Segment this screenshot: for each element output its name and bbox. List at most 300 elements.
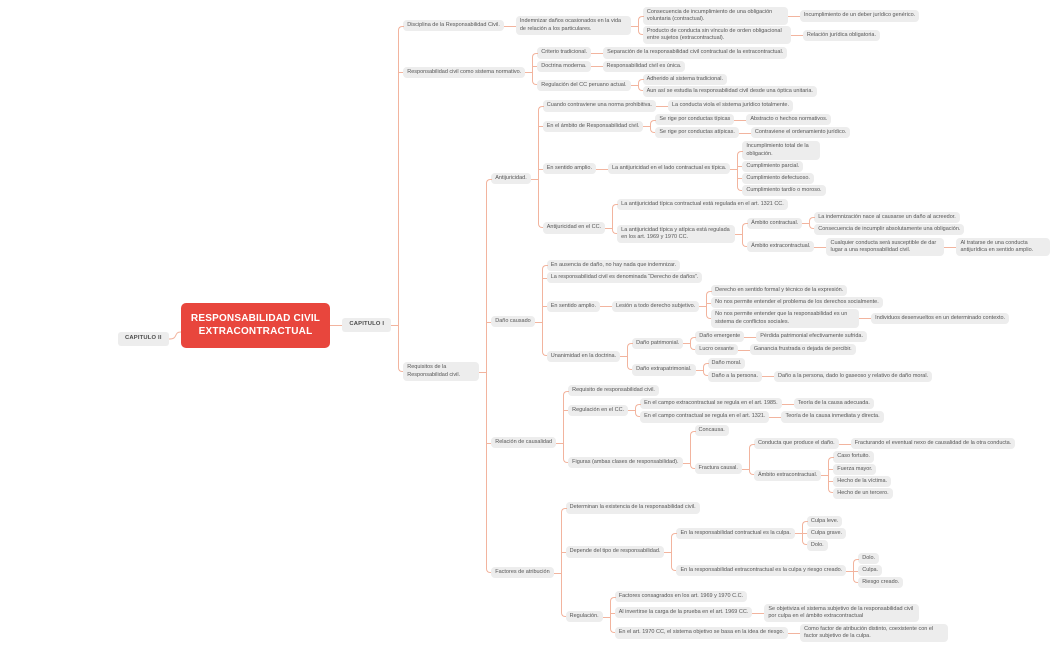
mindmap-node[interactable]: Conducta que produce el daño. — [754, 438, 839, 449]
mindmap-node[interactable]: Se objetiviza el sistema subjetivo de la responsabilidad civil por culpa en el ámbito extracontractual — [764, 604, 919, 622]
branch — [395, 99, 1050, 644]
branch-group — [948, 237, 1050, 256]
branch — [734, 161, 825, 172]
branch-group — [825, 451, 892, 500]
mindmap-subtree — [676, 553, 903, 589]
branch-group — [604, 284, 1009, 329]
mindmap-node[interactable]: Figuras (ambas clases de responsabilidad). — [568, 457, 682, 468]
mindmap-node[interactable]: Individuos desenvueltos en un determinado contexto. — [871, 313, 1009, 324]
branch-group — [742, 344, 856, 356]
mindmap-node[interactable]: Al invertirse la carga de la prueba en el art. 1969 CC. — [615, 607, 753, 618]
mindmap-node[interactable]: Aun así se estudia la responsabilidad civil desde una óptica unitaria. — [643, 86, 817, 97]
mindmap-subtree — [711, 285, 847, 296]
mindmap-subtree — [568, 397, 884, 423]
mindmap-node[interactable]: Culpa grave. — [807, 528, 846, 539]
mindmap-node[interactable]: No nos permite entender que la responsabilidad es un sistema de conflictos sociales. — [711, 309, 859, 327]
branch — [687, 437, 1016, 500]
branch — [647, 127, 850, 139]
mindmap-node[interactable]: En la responsabilidad extracontractual es la culpa y riesgo creado. — [676, 565, 846, 576]
branch — [535, 100, 1050, 112]
mindmap-subtree — [807, 528, 846, 539]
mindmap-node[interactable]: Fuerza mayor. — [833, 464, 876, 475]
mindmap-subtree — [754, 451, 893, 500]
branch — [558, 502, 948, 513]
mindmap-subtree — [833, 476, 891, 487]
branch — [668, 515, 903, 551]
branch — [850, 577, 903, 588]
mindmap-subtree — [800, 624, 948, 642]
branch — [607, 591, 948, 602]
mindmap-node[interactable]: Ámbito contractual. — [747, 218, 802, 229]
branch-group — [647, 113, 850, 139]
branch — [739, 237, 1050, 257]
mindmap-subtree — [491, 385, 1015, 501]
branch-group — [756, 603, 919, 622]
mindmap-subtree — [833, 488, 892, 499]
mindmap-node[interactable]: Relación de causalidad — [491, 437, 556, 448]
branch — [766, 371, 932, 382]
mindmap-subtree — [655, 127, 850, 139]
mindmap-node[interactable]: La conducta viola el sistema jurídico totalmente. — [668, 100, 793, 111]
mindmap-subtree — [491, 259, 1009, 383]
mindmap-subtree — [491, 502, 948, 644]
mindmap-subtree — [612, 285, 1009, 329]
branch-group — [792, 623, 948, 642]
mindmap-node[interactable]: Consecuencia de incumplir absolutamente una obligación. — [814, 224, 964, 235]
branch-group — [607, 590, 948, 643]
branch-group — [595, 47, 787, 59]
mindmap-subtree — [742, 185, 825, 196]
branch-group — [334, 5, 1050, 645]
mindmap-node[interactable]: Cumplimiento defectuoso. — [742, 173, 814, 184]
mindmap-subtree — [708, 358, 746, 369]
branch — [604, 285, 1009, 329]
mindmap-subtree — [617, 199, 788, 210]
branch — [687, 331, 867, 343]
mindmap-node[interactable]: Cumplimiento parcial. — [742, 161, 803, 172]
mindmap-node[interactable]: Doctrina moderna. — [537, 61, 590, 72]
branch — [632, 398, 884, 410]
mindmap-subtree — [547, 260, 680, 271]
mindmap-node[interactable]: Responsabilidad civil es única. — [603, 61, 686, 72]
branch — [609, 211, 1050, 258]
mindmap-subtree — [742, 173, 814, 184]
mindmap-subtree — [543, 198, 1050, 258]
branch-group — [738, 114, 831, 126]
mindmap-node[interactable]: Culpa. — [858, 565, 882, 576]
branch — [703, 309, 1009, 327]
branch — [687, 344, 867, 356]
mindmap-node[interactable]: Derecho en sentido formal y técnico de la expresión. — [711, 285, 847, 296]
branch-group — [799, 515, 846, 551]
mindmap-node[interactable]: Daño extrapatrimonial. — [632, 364, 695, 375]
mindmap-node[interactable]: En el campo extracontractual se regula en el art. 1985. — [640, 398, 782, 409]
mindmap-node[interactable]: Regulación. — [566, 611, 603, 622]
mindmap-subtree — [568, 425, 1015, 501]
mindmap-node[interactable]: Indemnizar daños ocasionados en la vida de relación a los particulares. — [516, 16, 631, 34]
branch-group — [535, 99, 1050, 258]
mindmap-node[interactable]: Teoría de la causa adecuada. — [794, 398, 874, 409]
mindmap-node[interactable]: La antijuricidad típica contractual está regulada en el art. 1321 CC. — [617, 199, 788, 210]
mindmap-node[interactable]: Lesión a todo derecho subjetivo. — [612, 301, 699, 312]
mindmap-node[interactable]: Dolo. — [858, 553, 879, 564]
mindmap-subtree — [640, 398, 874, 410]
branch — [635, 7, 919, 25]
mindmap-subtree — [764, 604, 919, 622]
mindmap-node[interactable]: Teoría de la causa inmediata y directa. — [781, 411, 883, 422]
branch-group — [795, 29, 880, 41]
branch-group — [660, 100, 793, 112]
branch — [850, 553, 903, 564]
mindmap-node[interactable]: Adherido al sistema tradicional. — [643, 74, 727, 85]
branch — [660, 100, 793, 111]
mindmap-node[interactable]: Contraviene el ordenamiento jurídico. — [751, 127, 850, 138]
mindmap-subtree — [632, 330, 867, 356]
branch-group — [700, 357, 933, 382]
mindmap-node[interactable]: Ámbito extracontractual. — [754, 470, 821, 481]
mindmap-subtree — [794, 398, 874, 409]
branch — [483, 385, 1050, 501]
mindmap-node[interactable]: Cualquier conducta será susceptible de dar lugar a una responsabilidad civil. — [826, 238, 944, 256]
mindmap-node[interactable]: Consecuencia de incumplimiento de una obligación voluntaria (contractual). — [643, 7, 788, 25]
mindmap-subtree — [608, 141, 826, 197]
mindmap-subtree — [568, 385, 659, 396]
mindmap-node[interactable]: Dolo. — [807, 540, 828, 551]
mindmap-subtree — [403, 6, 919, 46]
mindmap-subtree — [814, 212, 960, 223]
branch — [746, 451, 1015, 500]
mindmap-node[interactable]: Daño a la persona. — [708, 371, 762, 382]
mindmap-node[interactable]: En el art. 1970 CC, el sistema objetivo se basa en la idea de riesgo. — [615, 627, 788, 638]
mindmap-node[interactable]: La antijuricidad típica y atípica está regulada en los art. 1969 y 1970 CC. — [617, 225, 735, 243]
mindmap-subtree — [858, 553, 879, 564]
mindmap-subtree — [537, 47, 787, 59]
mindmap-node[interactable]: Antijuricidad. — [491, 173, 531, 184]
mindmap-node[interactable]: Responsabilidad civil como sistema normativo. — [403, 67, 525, 78]
mindmap-subtree — [781, 411, 883, 422]
mindmap-subtree — [547, 284, 1009, 329]
mindmap-node[interactable]: Ámbito extracontractual. — [747, 241, 814, 252]
branch — [607, 623, 948, 642]
mindmap-node[interactable]: Cumplimiento tardío o moroso. — [742, 185, 825, 196]
mindmap-node[interactable]: Hecho de un tercero. — [833, 488, 892, 499]
mindmap-subtree — [774, 371, 932, 382]
mindmap — [118, 0, 1050, 650]
mindmap-node[interactable]: Factores consagrados en los art. 1969 y 1970 C.C. — [615, 591, 747, 602]
mindmap-subtree — [711, 297, 883, 308]
mindmap-node[interactable]: En sentido amplio. — [543, 163, 596, 174]
branch — [738, 114, 831, 125]
branch — [624, 357, 932, 382]
branch-group — [843, 438, 1016, 450]
branch — [687, 425, 1016, 436]
branch-group — [739, 211, 1050, 258]
mindmap-subtree — [643, 74, 727, 85]
branch-group — [600, 140, 826, 197]
mindmap-subtree — [708, 370, 933, 382]
branch — [395, 46, 1050, 98]
branch — [539, 272, 1009, 283]
mindmap-node[interactable]: Cuando contraviene una norma prohibitiva. — [543, 100, 656, 111]
mindmap-subtree — [543, 113, 851, 139]
branch-group — [624, 330, 932, 384]
mindmap-node[interactable]: Se rige por conductas típicas — [655, 114, 734, 125]
mindmap-node[interactable]: Culpa leve. — [807, 516, 843, 527]
mindmap-subtree — [800, 10, 919, 21]
branch — [529, 47, 817, 59]
mindmap-subtree — [695, 331, 867, 343]
branch-group — [635, 6, 919, 45]
branch-group — [558, 502, 948, 644]
mindmap-node[interactable]: Daño moral. — [708, 358, 746, 369]
branch — [806, 224, 964, 235]
branch-group — [395, 5, 1050, 644]
mindmap-node[interactable]: No nos permite entender el problema de los derechos socialmente. — [711, 297, 883, 308]
mindmap-node[interactable]: Regulación del CC peruano actual. — [537, 80, 630, 91]
mindmap-node[interactable]: Incumplimiento total de la obligación. — [742, 141, 820, 159]
mindmap-subtree — [814, 224, 964, 235]
mindmap-node[interactable]: Daño causado — [491, 316, 534, 327]
branch — [742, 344, 856, 355]
mindmap-node[interactable]: Daño patrimonial. — [632, 338, 683, 349]
mindmap-node[interactable]: Abstracto o hechos normativos. — [746, 114, 831, 125]
mindmap-subtree — [871, 313, 1009, 324]
mindmap-node[interactable]: La indemnización nace al causarse un daño al acreedor. — [814, 212, 960, 223]
mindmap-node[interactable]: Hecho de la víctima. — [833, 476, 891, 487]
branch — [843, 438, 1016, 449]
branch-group — [746, 437, 1015, 500]
mindmap-node[interactable]: Lucro cesante — [695, 344, 738, 355]
branch — [799, 540, 846, 551]
mindmap-subtree — [615, 591, 747, 602]
chapter-node[interactable]: CAPITULO I — [342, 318, 391, 332]
mindmap-subtree — [754, 438, 1015, 450]
branch — [756, 604, 919, 622]
branch — [850, 565, 903, 576]
mindmap-node[interactable]: La responsabilidad civil es denominada “Derecho de daños”. — [547, 272, 703, 283]
mindmap-node[interactable]: En ausencia de daño, no hay nada que indemnizar. — [547, 260, 680, 271]
branch — [703, 285, 1009, 296]
branch — [483, 502, 1050, 644]
mindmap-node[interactable]: Concausa. — [695, 425, 729, 436]
branch — [635, 26, 919, 44]
mindmap-subtree — [566, 502, 700, 513]
branch — [635, 74, 817, 85]
mindmap-node[interactable]: Depende del tipo de responsabilidad. — [566, 546, 665, 557]
mindmap-subtree — [711, 309, 1009, 327]
mindmap-subtree — [858, 577, 903, 588]
branch-group — [850, 553, 903, 589]
branch-group — [560, 385, 1015, 501]
mindmap-node[interactable]: Antijuricidad en el CC. — [543, 222, 605, 233]
mindmap-subtree — [543, 140, 826, 197]
mindmap-subtree — [547, 330, 932, 384]
branch — [743, 127, 850, 138]
branch-group — [766, 370, 932, 382]
branch — [748, 331, 867, 342]
branch — [560, 397, 1015, 423]
branch-group — [748, 331, 867, 343]
branch — [508, 6, 919, 45]
branch — [668, 553, 903, 589]
mindmap-subtree — [537, 60, 685, 72]
mindmap-subtree — [543, 100, 793, 112]
branch — [535, 113, 1050, 139]
branch — [948, 238, 1050, 256]
branch — [560, 385, 1015, 396]
mindmap-subtree — [807, 540, 828, 551]
mindmap-subtree — [833, 451, 874, 462]
branch-group — [734, 141, 825, 197]
mindmap-subtree — [403, 46, 817, 98]
mindmap-node[interactable]: Daño emergente — [695, 331, 744, 342]
branch — [799, 516, 846, 527]
mindmap-subtree — [403, 99, 1050, 644]
mindmap-subtree — [566, 515, 904, 590]
mindmap-node[interactable]: Producto de conducta sin vínculo de orden obligacional entre sujetos (extracontractual). — [643, 26, 791, 44]
mindmap-subtree — [632, 357, 932, 382]
branch-group — [529, 46, 817, 98]
mindmap-node[interactable]: Caso fortuito. — [833, 451, 874, 462]
mindmap-subtree — [851, 438, 1016, 449]
branch-group — [792, 10, 919, 22]
branch — [632, 411, 884, 423]
branch-group — [687, 425, 1016, 501]
branch — [529, 60, 817, 72]
branch-group — [609, 198, 1050, 258]
branch — [734, 141, 825, 159]
mindmap-subtree — [643, 26, 880, 44]
mindmap-subtree — [756, 331, 867, 342]
branch-group — [687, 330, 867, 356]
branch — [607, 603, 948, 622]
branch — [558, 515, 948, 590]
mindmap-node[interactable]: Pérdida patrimonial efectivamente sufrida. — [756, 331, 867, 342]
branch — [560, 425, 1015, 501]
mindmap-node[interactable]: Requisitos de la Responsabilidad civil. — [403, 362, 479, 380]
root-topic-node[interactable]: RESPONSABILIDAD CIVIL EXTRACONTRACTUAL — [181, 303, 331, 348]
mindmap-node[interactable]: Determinan la existencia de la responsabilidad civil. — [566, 502, 700, 513]
mindmap-node[interactable]: La antijuricidad en el lado contractual es típica. — [608, 163, 730, 174]
mindmap-subtree — [566, 590, 948, 643]
branch — [558, 590, 948, 643]
mindmap-node[interactable]: Factores de atribución — [491, 567, 553, 578]
mindmap-subtree — [615, 603, 920, 622]
mindmap-subtree — [643, 7, 919, 25]
mindmap-node[interactable]: Fractura causal. — [695, 463, 742, 474]
branch — [734, 185, 825, 196]
mindmap-node[interactable]: Unanimidad en la doctrina. — [547, 351, 620, 362]
branch-group — [806, 211, 964, 235]
mindmap-subtree — [746, 114, 831, 125]
branch — [825, 451, 892, 462]
mindmap-node[interactable]: Como factor de atribución distinto, coexistente con el factor subjetivo de la culpa. — [800, 624, 948, 642]
branch-group — [635, 73, 817, 97]
branch-group — [483, 99, 1050, 644]
branch — [483, 259, 1050, 383]
mindmap-subtree — [751, 127, 850, 138]
mindmap-subtree — [858, 565, 882, 576]
branch — [609, 199, 1050, 210]
branch — [624, 330, 932, 356]
mindmap-node[interactable]: En la responsabilidad contractual es la culpa. — [676, 528, 794, 539]
branch-group — [508, 6, 919, 46]
mindmap-node[interactable]: En el campo contractual se regula en el art. 1321. — [640, 411, 769, 422]
branch-group — [668, 515, 903, 590]
branch — [539, 260, 1009, 271]
branch-group — [863, 312, 1009, 324]
branch — [746, 438, 1015, 450]
branch-group — [773, 411, 883, 423]
branch-group — [632, 397, 884, 423]
mindmap-node[interactable]: Incumplimiento de un deber jurídico genérico. — [800, 10, 919, 21]
mindmap-subtree — [181, 5, 1050, 645]
branch — [806, 212, 964, 223]
branch — [595, 61, 686, 72]
mindmap-subtree — [695, 344, 855, 356]
mindmap-subtree — [547, 272, 703, 283]
mindmap-node[interactable]: Daño a la persona, dado lo gaseoso y relativo de daño moral. — [774, 371, 932, 382]
mindmap-subtree — [643, 86, 817, 97]
mindmap-subtree — [640, 411, 884, 423]
mindmap-node[interactable]: Relación jurídica obligatoria. — [803, 30, 880, 41]
branch-group — [743, 127, 850, 139]
mindmap-node[interactable]: Al tratarse de una conducta antijurídica en sentido amplio. — [956, 238, 1050, 256]
mindmap-tree — [181, 5, 1050, 645]
mindmap-subtree — [747, 237, 1050, 257]
mindmap-subtree — [491, 99, 1050, 258]
mindmap-subtree — [603, 61, 686, 72]
mindmap-subtree — [516, 6, 919, 45]
mindmap-node[interactable]: Riesgo creado. — [858, 577, 903, 588]
mindmap-subtree — [750, 344, 856, 355]
mindmap-node[interactable]: Requisito de responsabilidad civil. — [568, 385, 659, 396]
branch — [539, 284, 1009, 329]
branch — [773, 411, 883, 422]
branch — [529, 73, 817, 97]
branch — [795, 30, 880, 41]
branch — [739, 211, 1050, 235]
branch — [825, 488, 892, 499]
branch — [863, 313, 1009, 324]
mindmap-node[interactable]: Separación de la responsabilidad civil contractual de la extracontractual. — [603, 47, 787, 58]
branch-group — [786, 398, 874, 410]
mindmap-subtree — [655, 114, 831, 126]
mindmap-node[interactable]: En el ámbito de Responsabilidad civil. — [543, 121, 644, 132]
mindmap-subtree — [803, 30, 880, 41]
mindmap-node[interactable]: Regulación en el CC. — [568, 405, 628, 416]
mindmap-node[interactable]: En sentido amplio. — [547, 301, 600, 312]
mindmap-node[interactable]: Ganancia frustrada o dejada de percibir. — [750, 344, 856, 355]
mindmap-node[interactable]: Fracturando el eventual nexo de causalidad de la otra conducta. — [851, 438, 1016, 449]
branch — [703, 297, 1009, 308]
branch-group — [703, 285, 1009, 329]
chapter-ii-node[interactable]: CAPITULO II — [118, 332, 169, 346]
branch — [539, 330, 1009, 384]
branch — [792, 624, 948, 642]
mindmap-subtree — [695, 425, 729, 436]
mindmap-node[interactable]: Se rige por conductas atípicas. — [655, 127, 739, 138]
mindmap-subtree — [676, 515, 846, 551]
chapter-ii-connector — [169, 317, 181, 347]
mindmap-subtree — [826, 237, 1050, 256]
mindmap-node[interactable]: Criterio tradicional. — [537, 47, 591, 58]
mindmap-node[interactable]: Disciplina de la Responsabilidad Civil. — [403, 20, 504, 31]
mindmap-subtree — [537, 73, 817, 97]
branch — [395, 6, 1050, 46]
mindmap-subtree — [617, 211, 1050, 258]
branch-group — [539, 259, 1009, 383]
